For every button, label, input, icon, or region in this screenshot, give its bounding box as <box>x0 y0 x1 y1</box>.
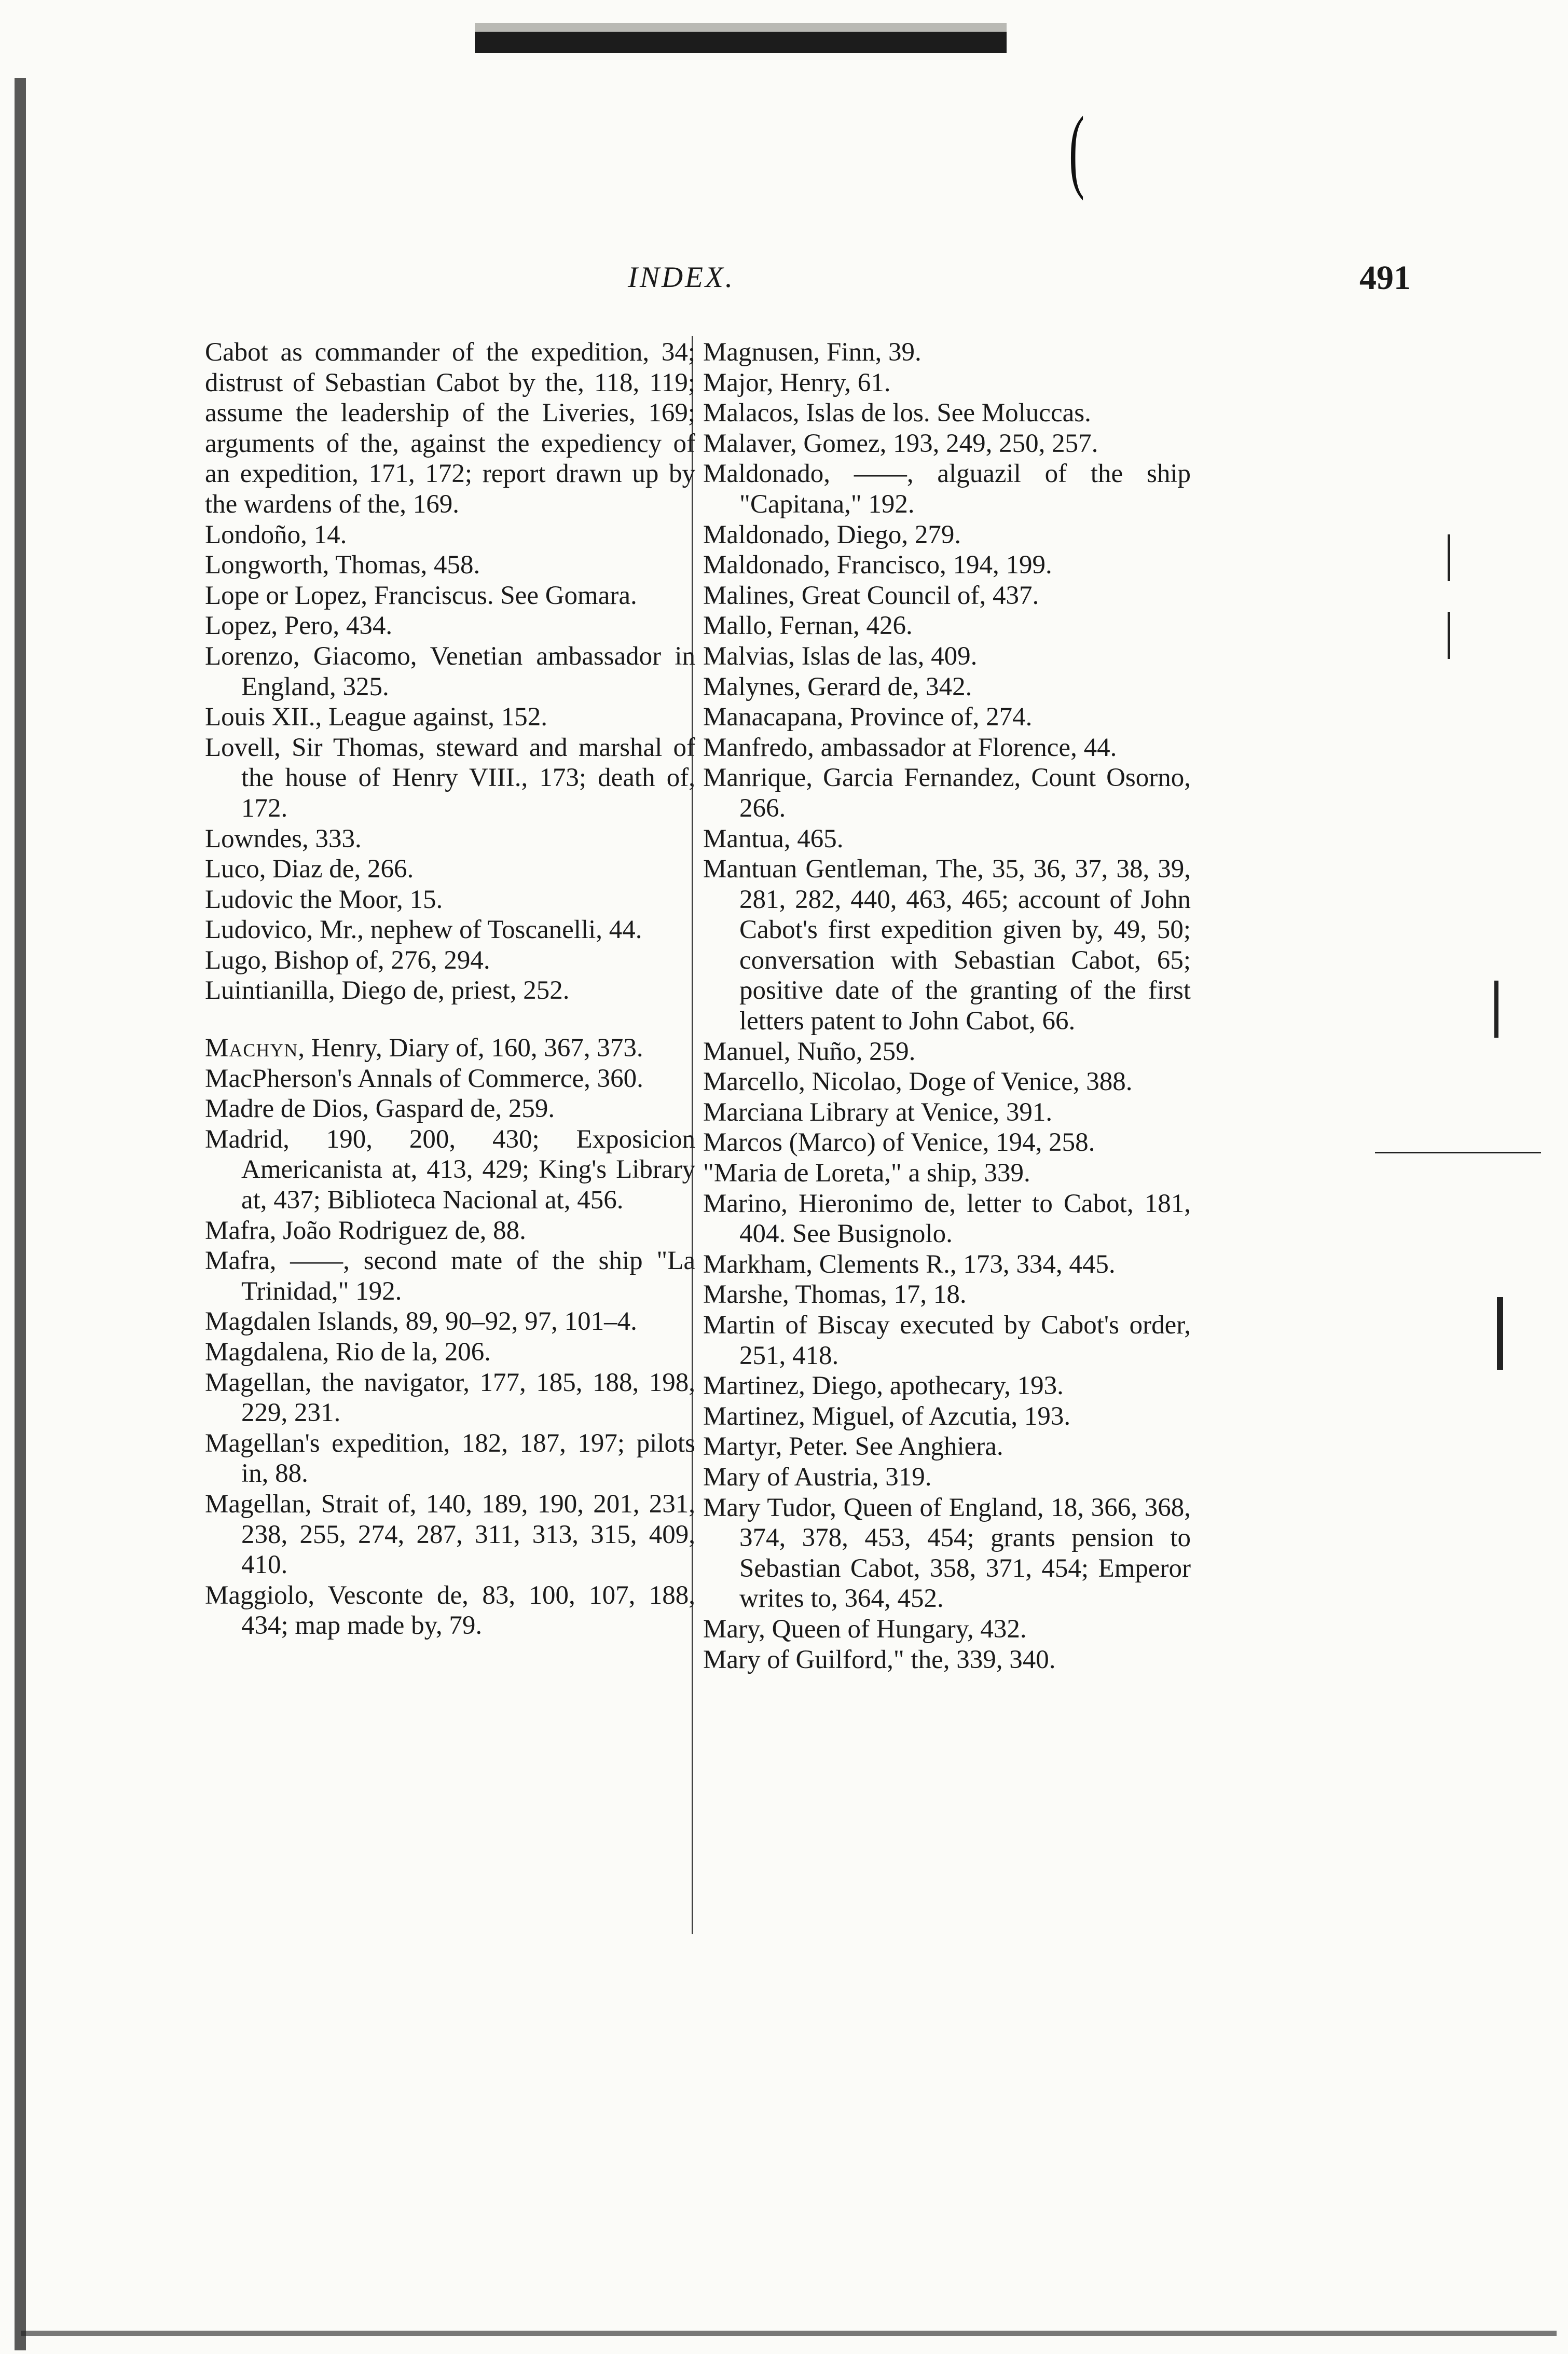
index-entry <box>703 854 1191 1037</box>
entry-text: Malaver, Gomez, 193, 249, 250, 257. <box>703 429 1098 458</box>
entry-text: Malynes, Gerard de, 342. <box>703 672 972 701</box>
entry-text: MacPherson's Annals of Commerce, 360. <box>205 1064 643 1093</box>
index-entry <box>703 1645 1191 1675</box>
running-head: INDEX. <box>628 261 735 294</box>
index-entry <box>703 1493 1191 1614</box>
page-number: 491 <box>1359 259 1411 297</box>
index-entry <box>703 550 1191 581</box>
entry-text: Lopez, Pero, 434. <box>205 611 393 641</box>
entry-headword: Machyn <box>205 1034 298 1063</box>
entry-text: Malacos, Islas de los. See Moluccas. <box>703 398 1091 428</box>
index-entry <box>205 702 695 733</box>
index-entry <box>205 1033 695 1064</box>
entry-text: Maldonado, Diego, 279. <box>703 520 961 549</box>
index-entry <box>205 611 695 641</box>
margin-bracket-mark: ( <box>1068 98 1084 201</box>
entry-text: Cabot as commander of the expedition, 34; distrust of Sebastian Cabot by the, 118, 119; assume the leadership of the Liveries, 169; arguments of the, against the expediency of an expedition, 171, 172; report drawn up by the wardens of the, 169. <box>205 338 695 519</box>
margin-mark <box>1448 612 1450 659</box>
index-entry <box>205 337 695 520</box>
entry-text: Lugo, Bishop of, 276, 294. <box>205 945 490 975</box>
scan-left-edge <box>15 78 26 2350</box>
index-entry <box>703 429 1191 459</box>
index-entry <box>205 945 695 976</box>
index-entry <box>703 1249 1191 1280</box>
index-entry <box>205 1489 695 1580</box>
scan-bottom-edge <box>21 2331 1557 2336</box>
entry-text: Magnusen, Finn, 39. <box>703 338 921 367</box>
index-entry <box>205 1306 695 1337</box>
index-entry <box>703 824 1191 855</box>
entry-text: Martinez, Diego, apothecary, 193. <box>703 1371 1064 1401</box>
entry-text: Madrid, 190, 200, 430; Exposicion Americanista at, 413, 429; King's Library at, 437; Biblioteca Nacional at, 456. <box>205 1124 695 1215</box>
entry-text: Maldonado, ——, alguazil of the ship "Capitana," 192. <box>703 459 1191 519</box>
index-entry <box>703 368 1191 398</box>
entry-text: Manuel, Nuño, 259. <box>703 1037 916 1066</box>
index-entry <box>703 733 1191 763</box>
entry-text: Major, Henry, 61. <box>703 368 891 397</box>
entry-text: Magellan, the navigator, 177, 185, 188, 198, 229, 231. <box>205 1368 695 1428</box>
entry-text: "Maria de Loreta," a ship, 339. <box>703 1159 1030 1188</box>
entry-text: Lowndes, 333. <box>205 824 362 854</box>
index-entry <box>703 1189 1191 1249</box>
index-entry <box>205 1124 695 1216</box>
entry-text: Marino, Hieronimo de, letter to Cabot, 181, 404. See Busignolo. <box>703 1189 1191 1249</box>
index-entry <box>703 672 1191 703</box>
entry-text: Marshe, Thomas, 17, 18. <box>703 1280 967 1310</box>
index-entry <box>703 611 1191 641</box>
index-entry <box>205 1337 695 1368</box>
index-entry <box>205 581 695 611</box>
entry-text: Mantua, 465. <box>703 824 844 854</box>
index-entry <box>205 1428 695 1489</box>
index-entry <box>703 1371 1191 1401</box>
index-entry <box>205 1246 695 1306</box>
entry-text: Marcello, Nicolao, Doge of Venice, 388. <box>703 1067 1133 1097</box>
index-entry <box>703 1097 1191 1128</box>
index-entry <box>703 1431 1191 1462</box>
index-entry <box>205 1368 695 1428</box>
entry-text: Mary of Guilford," the, 339, 340. <box>703 1645 1056 1674</box>
entry-text: Longworth, Thomas, 458. <box>205 550 480 580</box>
index-entry <box>205 1580 695 1641</box>
index-entry <box>205 1064 695 1094</box>
entry-text: Ludovico, Mr., nephew of Toscanelli, 44. <box>205 915 642 945</box>
index-entry <box>205 975 695 1006</box>
index-entry <box>205 854 695 885</box>
entry-text: Martinez, Miguel, of Azcutia, 193. <box>703 1401 1071 1431</box>
margin-mark <box>1375 1152 1541 1153</box>
entry-text: Manfredo, ambassador at Florence, 44. <box>703 733 1117 762</box>
entry-text: Madre de Dios, Gaspard de, 259. <box>205 1094 555 1124</box>
entry-text: Mary of Austria, 319. <box>703 1462 932 1492</box>
entry-text: Mafra, ——, second mate of the ship "La Trinidad," 192. <box>205 1246 695 1306</box>
entry-text: Magdalen Islands, 89, 90–92, 97, 101–4. <box>205 1307 637 1337</box>
index-entry <box>703 520 1191 550</box>
entry-text: Markham, Clements R., 173, 334, 445. <box>703 1249 1116 1279</box>
entry-text: Maggiolo, Vesconte de, 83, 100, 107, 188, 434; map made by, 79. <box>205 1580 695 1641</box>
left-column <box>205 337 695 1641</box>
scan-top-bar <box>475 23 1007 53</box>
index-entry <box>205 641 695 702</box>
entry-text: Martyr, Peter. See Anghiera. <box>703 1432 1003 1462</box>
index-entry <box>703 581 1191 611</box>
index-entry <box>703 763 1191 823</box>
entry-text: Luco, Diaz de, 266. <box>205 855 414 884</box>
entry-text: Malvias, Islas de las, 409. <box>703 641 978 671</box>
entry-text: Maldonado, Francisco, 194, 199. <box>703 550 1052 580</box>
entry-text: Mary, Queen of Hungary, 432. <box>703 1614 1027 1644</box>
index-entry <box>703 641 1191 672</box>
index-entry <box>703 459 1191 519</box>
index-entry <box>205 1216 695 1246</box>
right-column <box>703 337 1191 1675</box>
entry-text: Marciana Library at Venice, 391. <box>703 1097 1053 1127</box>
entry-text: Martin of Biscay executed by Cabot's order, 251, 418. <box>703 1311 1191 1370</box>
entry-text: Manacapana, Province of, 274. <box>703 703 1033 732</box>
entry-text: Ludovic the Moor, 15. <box>205 885 443 914</box>
margin-mark <box>1497 1297 1503 1370</box>
entry-text: Lovell, Sir Thomas, steward and marshal of the house of Henry VIII., 173; death of, 172. <box>205 733 695 823</box>
entry-text: Mary Tudor, Queen of England, 18, 366, 368, 374, 378, 453, 454; grants pension to Sebastian Cabot, 358, 371, 454; Emperor writes to, 364, 452. <box>703 1493 1191 1614</box>
index-entry <box>205 885 695 915</box>
index-entry <box>205 520 695 550</box>
entry-text: Lope or Lopez, Franciscus. See Gomara. <box>205 581 637 610</box>
index-entry <box>703 1037 1191 1067</box>
entry-text: Mantuan Gentleman, The, 35, 36, 37, 38, 39, 281, 282, 440, 463, 465; account of John Cabot's first expedition given by, 49, 50; conversation with Sebastian Cabot, 65; positive date of the granting of the first letters patent to John Cabot, 66. <box>703 855 1191 1036</box>
entry-text: Magellan's expedition, 182, 187, 197; pilots in, 88. <box>205 1428 695 1489</box>
entry-text: Mafra, João Rodriguez de, 88. <box>205 1216 526 1245</box>
index-entry <box>703 1279 1191 1310</box>
index-entry <box>703 1401 1191 1432</box>
index-entry <box>703 702 1191 733</box>
entry-text: Mallo, Fernan, 426. <box>703 611 913 641</box>
index-entry <box>703 1462 1191 1493</box>
index-entry <box>703 1614 1191 1645</box>
entry-text: Luintianilla, Diego de, priest, 252. <box>205 976 570 1006</box>
entry-text: Marcos (Marco) of Venice, 194, 258. <box>703 1128 1095 1158</box>
index-entry <box>205 733 695 824</box>
entry-text: Manrique, Garcia Fernandez, Count Osorno, 266. <box>703 763 1191 823</box>
index-entry <box>703 1067 1191 1097</box>
index-entry <box>205 824 695 855</box>
entry-text: Louis XII., League against, 152. <box>205 703 547 732</box>
entry-text: Londoño, 14. <box>205 520 347 549</box>
margin-mark <box>1494 981 1498 1038</box>
entry-text: Magellan, Strait of, 140, 189, 190, 201, 231, 238, 255, 274, 287, 311, 313, 315, 409, 410. <box>205 1489 695 1580</box>
index-entry <box>205 915 695 945</box>
index-entry <box>703 1127 1191 1158</box>
entry-text: Magdalena, Rio de la, 206. <box>205 1338 491 1367</box>
index-entry <box>703 1310 1191 1371</box>
index-entry <box>703 1158 1191 1189</box>
entry-text: Malines, Great Council of, 437. <box>703 581 1039 610</box>
entry-text: , Henry, Diary of, 160, 367, 373. <box>298 1034 643 1063</box>
index-entry <box>205 1094 695 1124</box>
index-entry <box>703 337 1191 368</box>
index-entry <box>205 550 695 581</box>
margin-mark <box>1448 534 1450 581</box>
index-entry <box>703 398 1191 429</box>
entry-text: Lorenzo, Giacomo, Venetian ambassador in England, 325. <box>205 641 695 701</box>
